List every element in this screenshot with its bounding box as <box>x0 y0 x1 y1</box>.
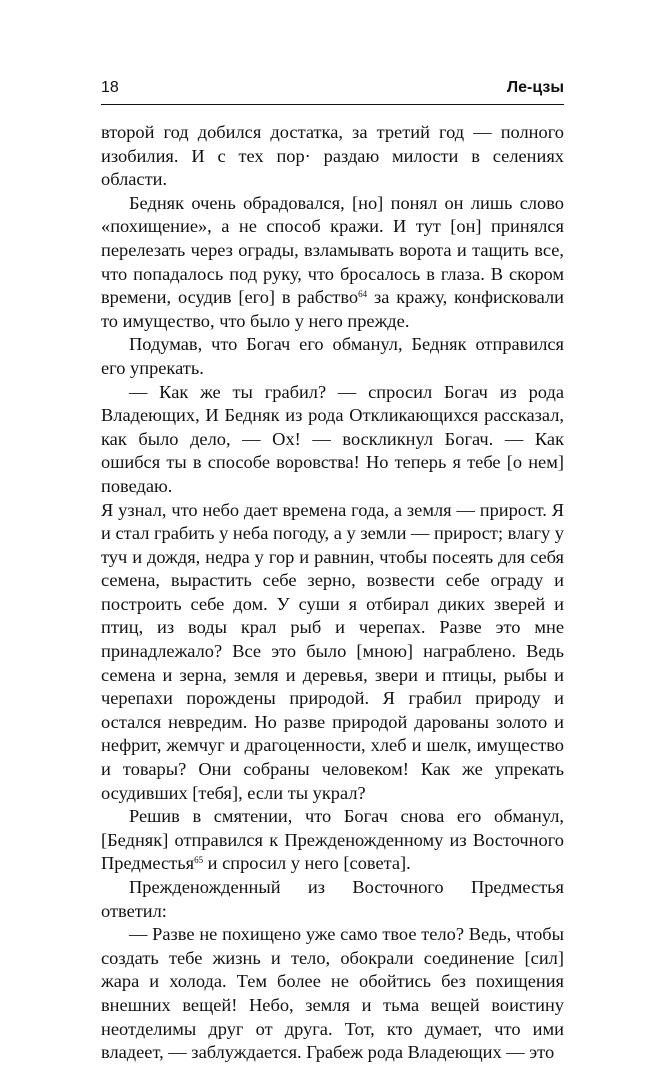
page-number: 18 <box>101 79 119 96</box>
body-text <box>101 121 564 1065</box>
paragraph-2-part-a: Бедняк очень обрадовался, [но] понял он лишь слово «похищение», а не способ кражи. И тут [он] принялся перелезать через ограды, взламывать ворота и тащить все, что попадалось под руку, что бросалось в глаза. В скором времени, осудив [его] в рабство <box>101 192 564 308</box>
running-title: Ле-цзы <box>506 79 564 96</box>
footnote-marker-64: 64 <box>358 289 368 300</box>
paragraph-4: — Как же ты грабил? — спросил Богач из рода Владеющих, И Бедняк из рода Откликающихся рассказал, как было дело, — Ох! — воскликнул Богач. — Как ошибся ты в способе воровства! Но теперь я тебе [о нем] поведаю. <box>101 381 564 496</box>
paragraph-2 <box>101 192 564 334</box>
paragraph-2-part-b: за кражу, конфисковали то имущество, что было у него прежде. <box>101 287 564 331</box>
page-header <box>101 78 564 105</box>
paragraph-5: Я узнал, что небо дает времена года, а земля — прирост. Я и стал грабить у неба погоду, а у земли — прирост; влагу у туч и дождя, недра у гор и равнин, чтобы посеять для себя семена, вырастить себе зерно, возвести себе ограду и построить себе дом. У суши я отбирал диких зверей и птиц, из воды крал рыб и черепах. Разве это мне принадлежало? Все это было [мною] награблено. Ведь семена и зерна, земля и деревья, звери и птицы, рыбы и черепахи порождены природой. Я грабил природу и остался невредим. Но разве природой дарованы золото и нефрит, жемчуг и драгоценности, хлеб и шелк, имущество и товары? Они собраны человеком! Как же упрекать осудивших [тебя], если ты украл? <box>101 499 564 803</box>
paragraph-6-part-b: и спросил у него [совета]. <box>203 853 411 874</box>
paragraph-7: Прежденожденный из Восточного Предместья ответил: <box>101 877 564 921</box>
paragraph-6 <box>101 805 564 876</box>
footnote-marker-65: 65 <box>194 855 204 866</box>
paragraph-8: — Разве не похищено уже само твое тело? Ведь, чтобы создать тебе жизнь и тело, обокрали соединение [сил] жара и холода. Тем более не обойтись без похищения внешних вещей! Небо, земля и тьма вещей воистину неотделимы друг от друга. Тот, кто думает, что ими владеет, — заблуждается. Грабеж рода Владеющих — это <box>101 924 564 1063</box>
paragraph-1: второй год добился достатка, за третий год — полного изобилия. И с тех пор· раздаю милости в селениях области. <box>101 122 564 190</box>
book-page <box>101 78 564 1065</box>
paragraph-3: Подумав, что Богач его обманул, Бедняк отправился его упрекать. <box>101 334 564 378</box>
paragraph-6-part-a: Решив в смятении, что Богач снова его обманул, [Бедняк] отправился к Прежденожденному из Восточного Предместья <box>101 806 564 874</box>
